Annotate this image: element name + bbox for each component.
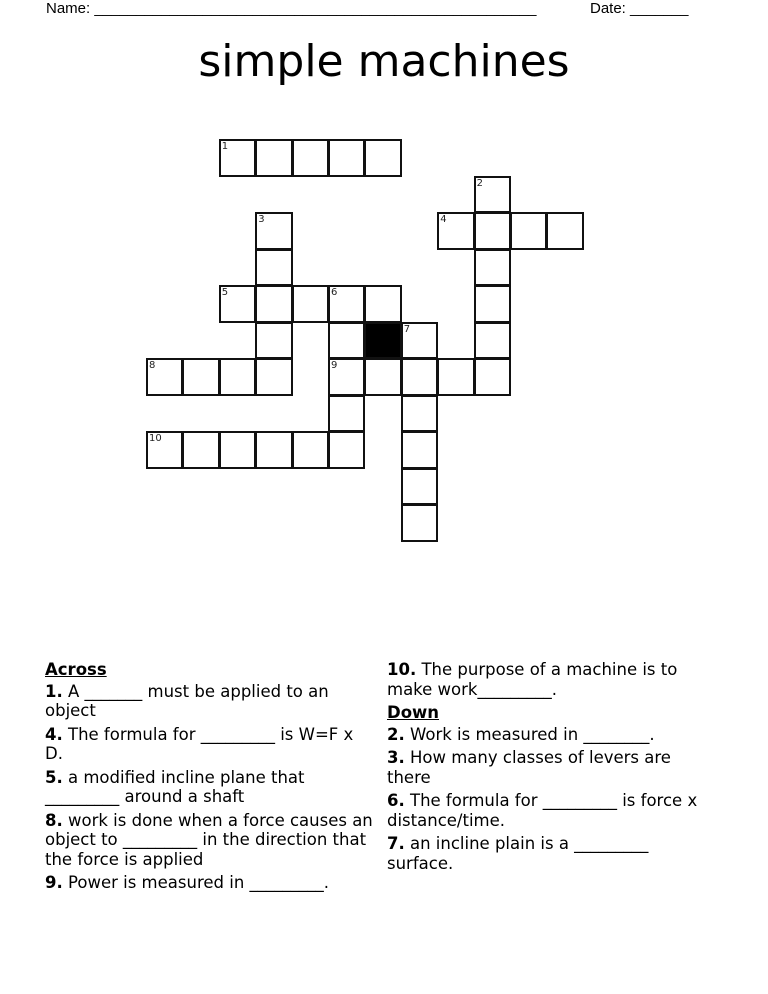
clue-number-label: 10 <box>149 433 162 444</box>
date-field-label[interactable]: Date: _______ <box>590 0 689 17</box>
clue-number-label: 2 <box>476 177 483 189</box>
crossword-cell[interactable] <box>219 139 256 177</box>
clue-across-5 <box>45 768 375 807</box>
clue-number-label: 7 <box>403 323 411 335</box>
clue-text: Work is measured in ________. <box>404 724 655 744</box>
crossword-cell[interactable] <box>401 504 438 542</box>
clue-text: The purpose of a machine is to make work_________. <box>387 660 678 699</box>
crossword-cell[interactable] <box>437 212 474 250</box>
crossword-cell[interactable] <box>255 212 292 250</box>
clue-number: 9. <box>45 873 63 892</box>
crossword-cell[interactable] <box>182 431 219 469</box>
clue-across-9 <box>45 873 375 893</box>
clue-down-3 <box>387 748 717 787</box>
crossword-cell[interactable] <box>219 358 256 396</box>
clue-number-label: 9 <box>331 360 338 371</box>
crossword-cell[interactable] <box>292 431 329 469</box>
crossword-cell[interactable] <box>219 285 256 323</box>
crossword-cell[interactable] <box>510 212 547 250</box>
clue-number: 2. <box>387 724 405 744</box>
clue-number-label: 8 <box>149 360 156 371</box>
crossword-cell[interactable] <box>401 322 438 360</box>
crossword-cell[interactable] <box>255 249 292 287</box>
clue-number-label: 4 <box>440 214 447 225</box>
name-field-label[interactable]: Name: _____________________________________________________ <box>46 0 537 17</box>
clue-across-1 <box>45 682 375 721</box>
crossword-cell[interactable] <box>474 212 511 250</box>
clue-down-7 <box>387 834 717 873</box>
crossword-grid <box>147 140 587 545</box>
crossword-cell[interactable] <box>474 285 511 323</box>
clue-text: a modified incline plane that _________ around a shaft <box>45 767 305 806</box>
clues-right-column <box>387 660 717 877</box>
crossword-cell[interactable] <box>328 285 365 323</box>
crossword-cell[interactable] <box>364 358 401 396</box>
crossword-cell[interactable] <box>292 285 329 323</box>
crossword-cell[interactable] <box>328 139 365 177</box>
crossword-cell[interactable] <box>546 212 583 250</box>
crossword-cell[interactable] <box>401 468 438 506</box>
crossword-cell[interactable] <box>182 358 219 396</box>
clue-number: 5. <box>45 767 63 787</box>
crossword-cell[interactable] <box>401 431 438 469</box>
crossword-cell[interactable] <box>364 285 401 323</box>
crossword-cell[interactable] <box>255 139 292 177</box>
clue-number: 8. <box>45 810 63 830</box>
clue-across-4 <box>45 725 375 764</box>
crossword-cell[interactable] <box>219 431 256 469</box>
clue-text: The formula for _________ is force x distance/time. <box>387 791 698 830</box>
crossword-cell[interactable] <box>328 322 365 360</box>
crossword-cell[interactable] <box>255 358 292 396</box>
clue-number: 10. <box>387 660 417 679</box>
clue-number: 1. <box>45 681 63 701</box>
clue-text: Power is measured in _________. <box>62 873 330 892</box>
clues-left-column <box>45 660 375 897</box>
clue-across-10 <box>387 660 717 699</box>
crossword-cell[interactable] <box>328 358 365 396</box>
clue-text: The formula for _________ is W=F x D. <box>45 724 354 763</box>
crossword-cell[interactable] <box>255 322 292 360</box>
crossword-cell[interactable] <box>255 431 292 469</box>
crossword-cell[interactable] <box>146 358 183 396</box>
clue-text: work is done when a force causes an object to _________ in the direction that the force is applied <box>45 810 373 869</box>
crossword-cell[interactable] <box>474 358 511 396</box>
crossword-cell[interactable] <box>474 249 511 287</box>
down-heading: Down <box>387 703 440 722</box>
crossword-cell[interactable] <box>255 285 292 323</box>
crossword-cell[interactable] <box>328 431 365 469</box>
page-title: simple machines <box>198 36 570 87</box>
across-heading: Across <box>45 660 107 679</box>
crossword-cell[interactable] <box>364 139 401 177</box>
clue-text: A _______ must be applied to an object <box>45 681 329 720</box>
clue-down-2 <box>387 725 717 745</box>
clue-text: How many classes of levers are there <box>387 748 671 787</box>
clue-number: 3. <box>387 748 405 767</box>
crossword-cell[interactable] <box>437 358 474 396</box>
clue-text: an incline plain is a _________ surface. <box>387 834 649 873</box>
crossword-cell[interactable] <box>292 139 329 177</box>
crossword-cell[interactable] <box>401 395 438 433</box>
clue-number: 4. <box>45 724 63 744</box>
crossword-cell[interactable] <box>146 431 183 469</box>
crossword-cell[interactable] <box>474 176 511 214</box>
clue-number: 7. <box>387 834 405 853</box>
clue-number: 6. <box>387 791 405 810</box>
clue-number-label: 3 <box>258 214 265 225</box>
clue-down-6 <box>387 791 717 830</box>
clue-number-label: 1 <box>221 141 229 152</box>
crossword-cell[interactable] <box>474 322 511 360</box>
clue-number-label: 5 <box>221 287 229 298</box>
clue-across-8 <box>45 811 375 870</box>
crossword-cell[interactable] <box>328 395 365 433</box>
crossword-block <box>364 322 401 360</box>
clue-number-label: 6 <box>331 287 338 298</box>
crossword-cell[interactable] <box>401 358 438 396</box>
